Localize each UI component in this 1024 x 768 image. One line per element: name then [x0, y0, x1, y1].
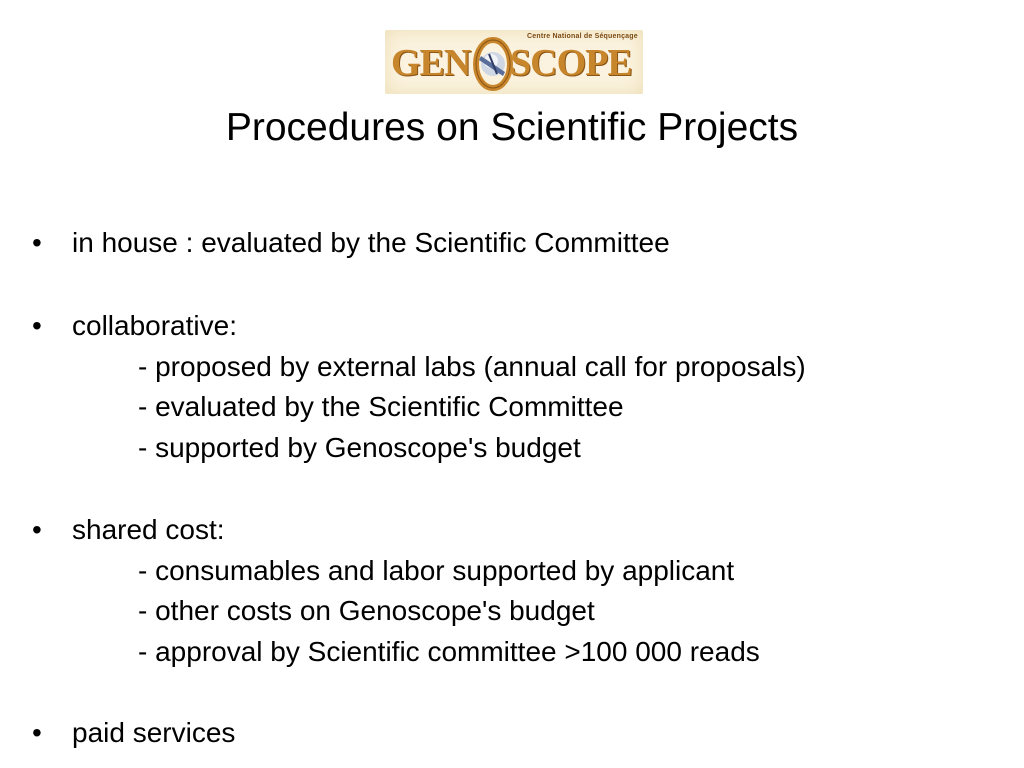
logo-word-right: SCOPE: [510, 42, 632, 84]
subitem-text: - other costs on Genoscope's budget: [138, 595, 595, 626]
subitem-text: - approval by Scientific committee >100 000 reads: [138, 636, 760, 667]
bullet-text-in-house: in house : evaluated by the Scientific Committee: [72, 227, 670, 258]
bullet-marker: •: [32, 514, 42, 545]
logo-word-left: GEN: [391, 42, 471, 84]
bullet-text-collaborative: collaborative:: [72, 310, 237, 341]
bullet-marker: •: [32, 310, 42, 341]
subitem-text: - consumables and labor supported by applicant: [138, 555, 735, 586]
slide-title: Procedures on Scientific Projects: [225, 106, 799, 149]
genoscope-emblem-icon: [471, 34, 515, 92]
genoscope-logo: [385, 30, 643, 94]
bullet-text-shared-cost: shared cost:: [72, 514, 225, 545]
bullet-marker: •: [32, 227, 42, 258]
bullet-text-paid-services: paid services: [72, 717, 236, 748]
logo-subtitle: Centre National de Séquençage: [527, 33, 638, 40]
bullet-marker: •: [32, 717, 42, 748]
subitem-text: - supported by Genoscope's budget: [138, 432, 581, 463]
subitem-text: - evaluated by the Scientific Committee: [138, 391, 624, 422]
subitem-text: - proposed by external labs (annual call for proposals): [138, 351, 806, 382]
